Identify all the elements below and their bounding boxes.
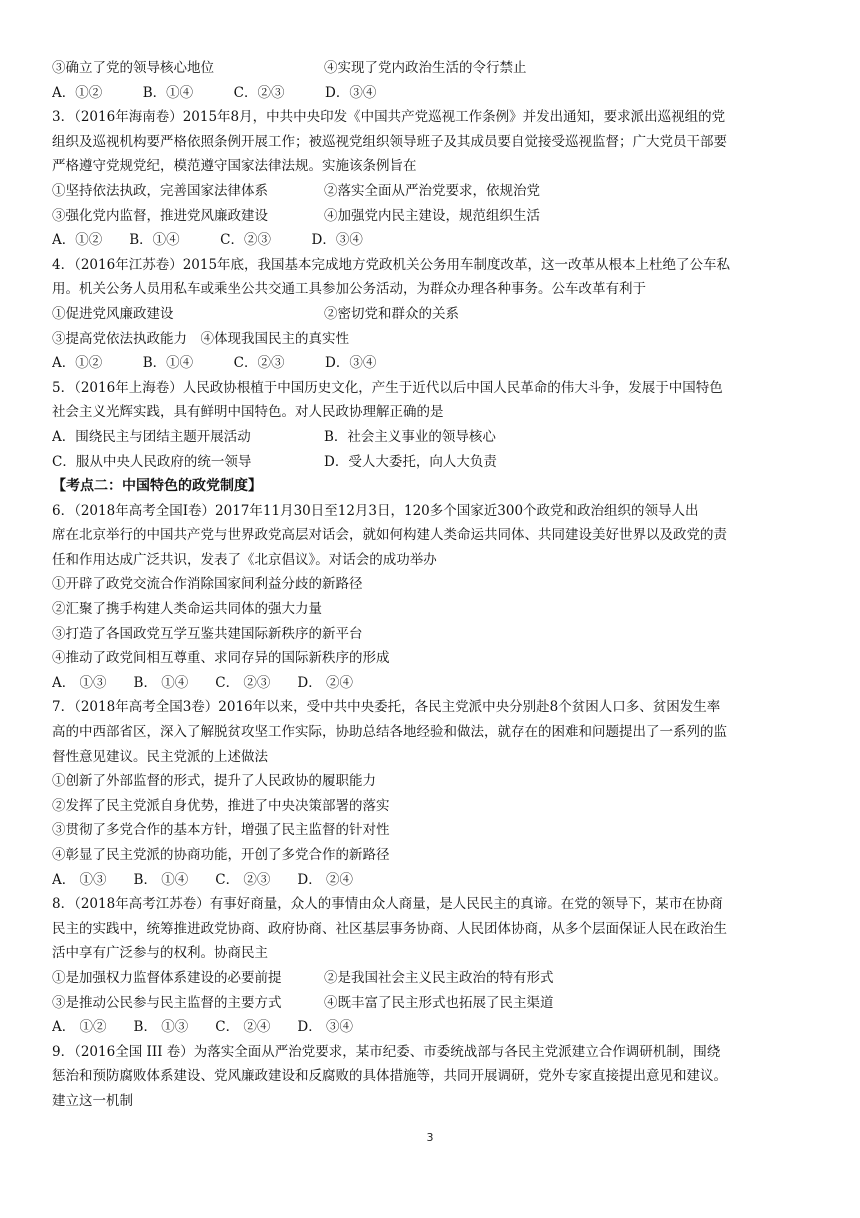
text-line: 8．（2018年高考江苏卷）有事好商量，众人的事情由众人商量，是人民民主的真谛。在党的领导下，某市在协商 <box>52 896 723 913</box>
option-right: ④加强党内民主建设，规范组织生活 <box>324 207 540 224</box>
option-right: ②是我国社会主义民主政治的特有形式 <box>324 969 554 986</box>
text-line: ④推动了政党间相互尊重、求同存异的国际新秩序的形成 <box>52 650 390 667</box>
option-right: ②密切党和群众的关系 <box>324 305 459 322</box>
document-body <box>52 56 822 1114</box>
option-pair-line <box>52 302 822 327</box>
text-line: 社会主义光辉实践，具有鲜明中国特色。对人民政协理解正确的是 <box>52 404 444 421</box>
text-line: 民主的实践中，统筹推进政党协商、政府协商、社区基层事务协商、人民团体协商，从多个层面保证人民在政治生 <box>52 920 727 937</box>
page-number: 3 <box>426 1131 434 1144</box>
option-right: ④实现了党内政治生活的令行禁止 <box>324 60 527 76</box>
option-left: ③是推动公民参与民主监督的主要方式 <box>52 994 282 1011</box>
text-line: A．①② B．①④ C．②③ D．③④ <box>52 232 363 249</box>
text-line: 高的中西部省区，深入了解脱贫攻坚工作实际，协助总结各地经验和做法，就存在的困难和问题提出了一系列的监 <box>52 724 727 741</box>
text-line: 任和作用达成广泛共识，发表了《北京倡议》。对话会的成功举办 <box>52 551 437 568</box>
text-line: 严格遵守党规党纪，模范遵守国家法律法规。实施该条例旨在 <box>52 158 417 175</box>
option-left: ③确立了党的领导核心地位 <box>52 60 214 76</box>
option-left: ③强化党内监督，推进党风廉政建设 <box>52 207 268 224</box>
text-line: 席在北京举行的中国共产党与世界政党高层对话会，就如何构建人类命运共同体、共同建设美好世界以及政党的责 <box>52 527 727 544</box>
text-line: ③打造了各国政党互学互鉴共建国际新秩序的新平台 <box>52 625 363 642</box>
option-left: C．服从中央人民政府的统一领导 <box>52 453 252 470</box>
text-line: A．①② B．①④ C．②③ D．③④ <box>52 84 377 101</box>
text-line: ③贯彻了多党合作的基本方针，增强了民主监督的针对性 <box>52 822 390 839</box>
text-line: 9．（2016全国 III 卷）为落实全面从严治党要求，某市纪委、市委统战部与各民主党派建立合作调研机制，围绕 <box>52 1043 721 1060</box>
option-pair-line <box>52 179 822 204</box>
text-line: ①创新了外部监督的形式，提升了人民政协的履职能力 <box>52 773 376 790</box>
section-heading: 【考点二：中国特色的政党制度】 <box>52 478 262 495</box>
option-pair-line <box>52 56 822 81</box>
text-line: 惩治和预防腐败体系建设、党风廉政建设和反腐败的具体措施等，共同开展调研，党外专家直接提出意见和建议。 <box>52 1068 727 1085</box>
text-line: ①开辟了政党交流合作消除国家间利益分歧的新路径 <box>52 576 363 593</box>
option-pair-line <box>52 204 822 229</box>
option-left: ①是加强权力监督体系建设的必要前提 <box>52 969 282 986</box>
text-line: 5．（2016年上海卷）人民政协根植于中国历史文化，产生于近代以后中国人民革命的伟大斗争，发展于中国特色 <box>52 379 723 396</box>
text-line: A． ①② B． ①③ C． ②④ D． ③④ <box>52 1019 353 1036</box>
option-pair-line <box>52 966 822 991</box>
text-line: A． ①③ B． ①④ C． ②③ D． ②④ <box>52 674 353 691</box>
text-line: 活中享有广泛参与的权利。协商民主 <box>52 945 268 962</box>
option-pair-line <box>52 425 822 450</box>
text-line: A． ①③ B． ①④ C． ②③ D． ②④ <box>52 871 353 888</box>
text-line: 建立这一机制 <box>52 1092 133 1109</box>
option-left: ①促进党风廉政建设 <box>52 305 174 322</box>
text-line: 组织及巡视机构要严格依照条例开展工作；被巡视党组织领导班子及其成员要自觉接受巡视监督；广大党员干部要 <box>52 133 727 150</box>
text-line: 督性意见建议。民主党派的上述做法 <box>52 748 268 765</box>
text-line: 6．（2018年高考全国Ⅰ卷）2017年11月30日至12月3日，120多个国家近300个政党和政治组织的领导人出 <box>52 502 699 519</box>
text-line: 用。机关公务人员用私车或乘坐公共交通工具参加公务活动，为群众办理各种事务。公车改革有利于 <box>52 281 646 298</box>
option-right: ②落实全面从严治党要求，依规治党 <box>324 182 540 199</box>
text-line: ②发挥了民主党派自身优势，推进了中央决策部署的落实 <box>52 797 390 814</box>
text-line: A．①② B．①④ C．②③ D．③④ <box>52 355 377 372</box>
option-right: ④既丰富了民主形式也拓展了民主渠道 <box>324 994 554 1011</box>
option-left: ①坚持依法执政，完善国家法律体系 <box>52 182 268 199</box>
text-line: ③提高党依法执政能力 ④体现我国民主的真实性 <box>52 330 349 347</box>
option-right: D．受人大委托，向人大负责 <box>324 453 497 470</box>
text-line: ②汇聚了携手构建人类命运共同体的强大力量 <box>52 601 322 618</box>
option-right: B．社会主义事业的领导核心 <box>324 428 496 445</box>
text-line: 4．（2016年江苏卷）2015年底，我国基本完成地方党政机关公务用车制度改革，这一改革从根本上杜绝了公车私 <box>52 256 731 273</box>
text-line: 7．（2018年高考全国3卷）2016年以来，受中共中央委托，各民主党派中央分别赴8个贫困人口多、贫困发生率 <box>52 699 721 716</box>
text-line: 3．（2016年海南卷）2015年8月，中共中央印发《中国共产党巡视工作条例》并发出通知，要求派出巡视组的党 <box>52 109 726 126</box>
option-pair-line <box>52 991 822 1016</box>
option-left: A．围绕民主与团结主题开展活动 <box>52 428 251 445</box>
text-line: ④彰显了民主党派的协商功能，开创了多党合作的新路径 <box>52 847 390 863</box>
option-pair-line <box>52 450 822 475</box>
